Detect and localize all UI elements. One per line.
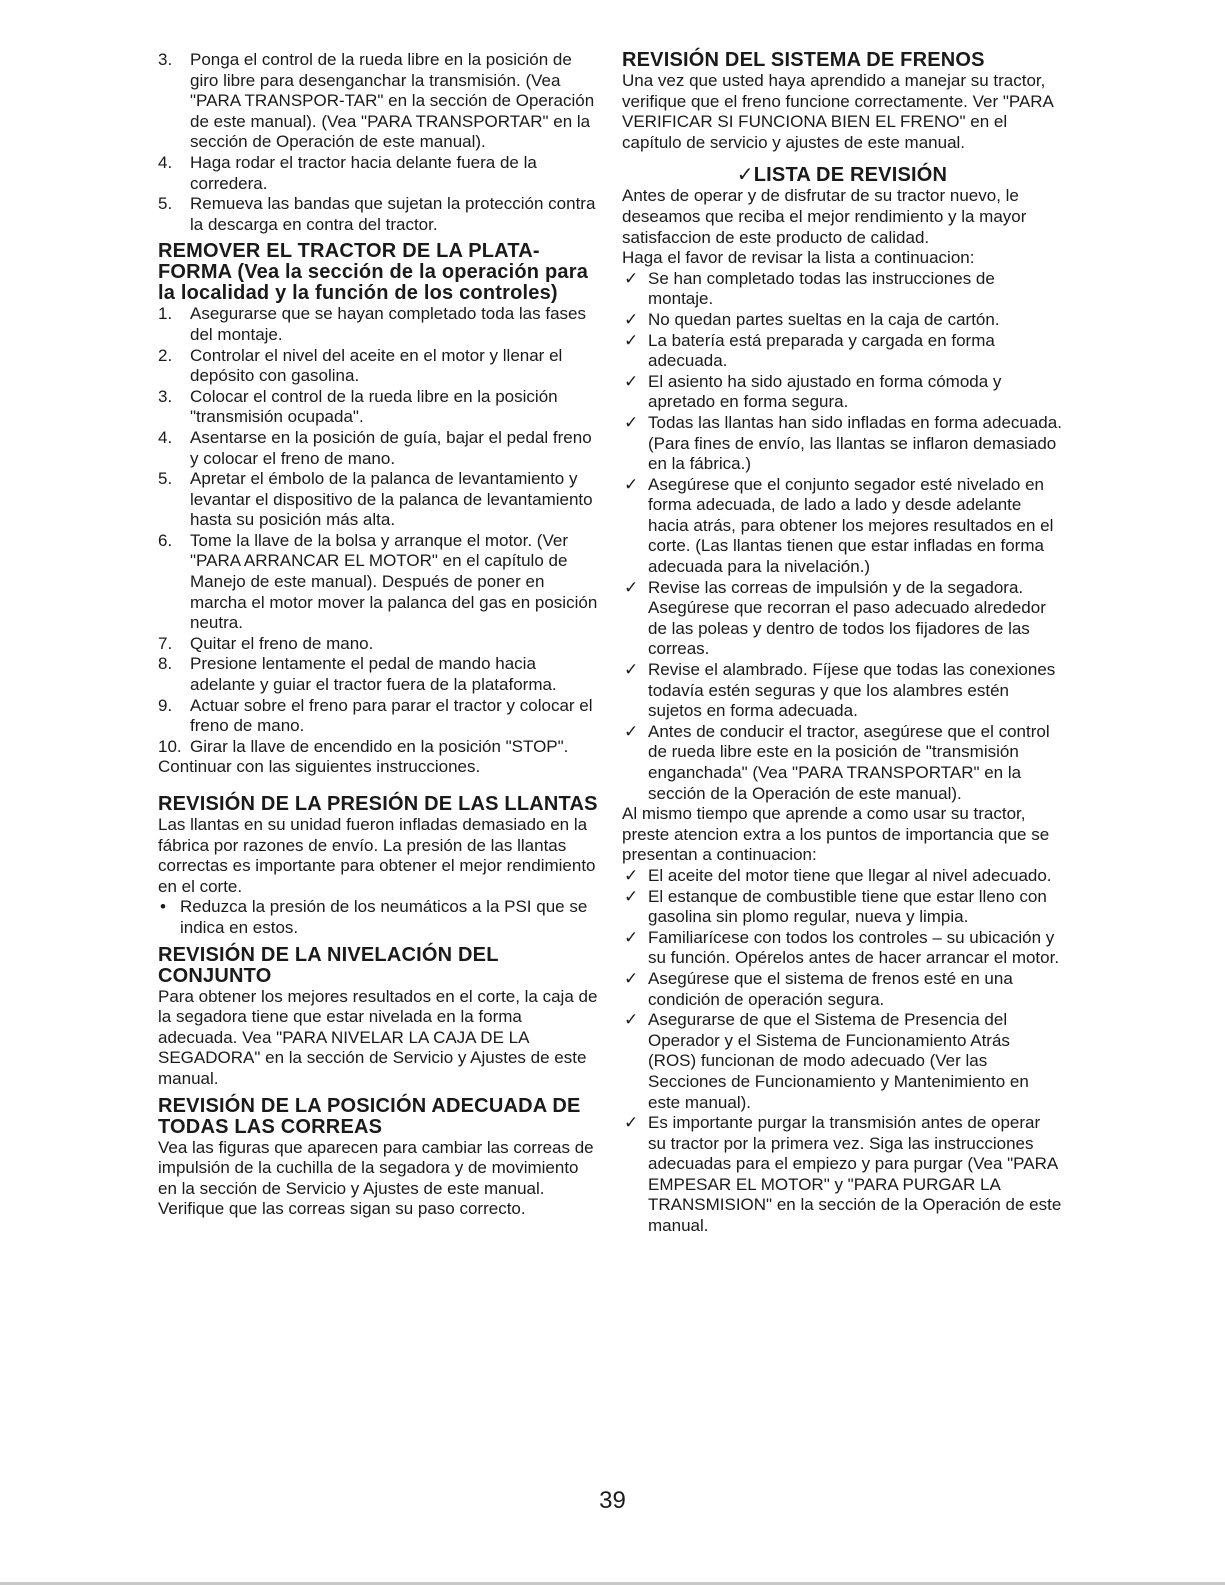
- list-item: [158, 50, 598, 153]
- check-icon: ✓: [624, 865, 639, 885]
- check-text: Revise el alambrado. Fíjese que todas las conexiones todavía estén seguras y que los alambres estén sujetos en forma adecuada.: [648, 660, 1056, 721]
- list-item: [622, 1113, 1062, 1237]
- check-text: Revise las correas de impulsión y de la segadora. Asegúrese que recorran el paso adecuado alrededor de las poleas y dentro de todos los fijadores de las correas.: [648, 577, 1046, 659]
- deck-level-heading: REVISIÓN DE LA NIVELACIÓN DEL CONJUNTO: [158, 943, 499, 987]
- list-item: [158, 531, 598, 634]
- list-item: [622, 969, 1062, 1010]
- list-item: [158, 346, 598, 387]
- left-column: [158, 50, 598, 1220]
- check-icon: ✓: [624, 968, 639, 988]
- check-text: No quedan partes sueltas en la caja de cartón.: [648, 309, 1000, 329]
- check-icon: ✓: [624, 412, 639, 432]
- check-text: Se han completado todas las instrucciones de montaje.: [648, 268, 995, 309]
- step-number: 6.: [158, 530, 173, 550]
- list-item: [622, 866, 1062, 887]
- list-item: [622, 372, 1062, 413]
- list-item: [158, 897, 598, 938]
- brakes-heading: REVISIÓN DEL SISTEMA DE FRENOS: [622, 49, 985, 71]
- list-item: [622, 578, 1062, 660]
- tire-pressure-text: Las llantas en su unidad fueron infladas demasiado en la fábrica por razones de envío. La presión de las llantas correctas es importante para obtener el mejor rendimiento en el corte.: [158, 815, 596, 896]
- check-icon: ✓: [624, 721, 639, 741]
- check-icon: ✓: [624, 330, 639, 350]
- list-item: [158, 194, 598, 235]
- step-text: Actuar sobre el freno para parar el tractor y colocar el freno de mano.: [190, 695, 593, 736]
- step-number: 4.: [158, 427, 173, 447]
- tire-pressure-heading: REVISIÓN DE LA PRESIÓN DE LAS LLANTAS: [158, 793, 598, 815]
- check-text: Asegúrese que el sistema de frenos esté en una condición de operación segura.: [648, 968, 1013, 1009]
- list-item: [158, 634, 598, 655]
- checklist-items-2: [622, 866, 1062, 1237]
- step-number: 4.: [158, 152, 173, 172]
- right-column: [622, 50, 1062, 1237]
- list-item: [622, 1010, 1062, 1113]
- list-item: [622, 331, 1062, 372]
- check-text: El estanque de combustible tiene que estar lleno con gasolina sin plomo regular, nueva y limpia.: [648, 886, 1047, 927]
- list-item: [158, 737, 598, 758]
- step-number: 5.: [158, 194, 173, 214]
- list-item: [622, 269, 1062, 310]
- list-item: [158, 428, 598, 469]
- remove-steps-list: [158, 304, 598, 757]
- step-text: Apretar el émbolo de la palanca de levantamiento y levantar el dispositivo de la palanca de levantamiento hasta su posición más alta.: [190, 469, 593, 530]
- continue-note: Continuar con las siguientes instrucciones.: [158, 757, 481, 777]
- list-item: [622, 310, 1062, 331]
- step-text: Asegurarse que se hayan completado toda las fases del montaje.: [190, 304, 586, 344]
- check-icon: ✓: [624, 927, 639, 947]
- step-text: Asentarse en la posición de guía, bajar el pedal freno y colocar el freno de mano.: [190, 427, 592, 468]
- checklist-items: [622, 269, 1062, 804]
- step-number: 7.: [158, 633, 173, 653]
- deck-level-text: Para obtener los mejores resultados en el corte, la caja de la segadora tiene que estar nivelada en la forma adecuada. Vea "PARA NIVELAR LA CAJA DE LA SEGADORA" en la sección de Servicio y Ajustes de este manual.: [158, 986, 598, 1088]
- step-text: Haga rodar el tractor hacia delante fuera de la corredera.: [190, 152, 537, 193]
- checklist-lead: Haga el favor de revisar la lista a continuacion:: [622, 248, 975, 268]
- check-text: Familiarícese con todos los controles – su ubicación y su función. Opérelos antes de hacer arrancar el motor.: [648, 927, 1060, 968]
- check-text: Todas las llantas han sido infladas en forma adecuada. (Para fines de envío, las llantas se inflaron demasiado en la fábrica.): [648, 412, 1062, 474]
- list-item: [158, 387, 598, 428]
- step-text: Controlar el nivel del aceite en el motor y llenar el depósito con gasolina.: [190, 345, 563, 386]
- step-text: Quitar el freno de mano.: [190, 633, 374, 653]
- list-item: [158, 469, 598, 531]
- check-text: El asiento ha sido ajustado en forma cómoda y apretado en forma segura.: [648, 371, 1002, 412]
- bullet-icon: •: [160, 897, 166, 917]
- check-icon: ✓: [624, 309, 639, 329]
- list-item: [158, 654, 598, 695]
- check-icon: ✓: [624, 577, 639, 597]
- step-text: Presione lentamente el pedal de mando hacia adelante y guiar el tractor fuera de la plataforma.: [190, 654, 557, 695]
- check-text: Asegúrese que el conjunto segador esté nivelado en forma adecuada, de lado a lado y desde adelante hacia atrás, para obtener los mejores resultados en el corte. (Las llantas tienen que estar infladas en forma adecuada para la nivelación.): [648, 474, 1054, 577]
- check-icon: ✓: [624, 268, 639, 288]
- step-number: 8.: [158, 654, 173, 674]
- belts-heading: REVISIÓN DE LA POSICIÓN ADECUADA DE TODAS LAS CORREAS: [158, 1094, 581, 1138]
- step-text: Tome la llave de la bolsa y arranque el motor. (Ver "PARA ARRANCAR EL MOTOR" en el capítulo de Manejo de este manual). Después de poner en marcha el motor mover la palanca del gas en posición neutra.: [190, 530, 598, 633]
- page-number: 39: [599, 1487, 626, 1514]
- check-icon: ✓: [624, 660, 639, 680]
- list-item: [622, 660, 1062, 722]
- step-text: Girar la llave de encendido en la posición "STOP".: [190, 736, 569, 756]
- step-number: 3.: [158, 386, 173, 406]
- check-text: La batería está preparada y cargada en forma adecuada.: [648, 330, 995, 371]
- step-number: 2.: [158, 345, 173, 365]
- check-icon: ✓: [624, 1113, 639, 1133]
- step-number: 1.: [158, 304, 173, 324]
- bullet-text: Reduzca la presión de los neumáticos a la PSI que se indica en estos.: [180, 897, 588, 937]
- list-item: [622, 722, 1062, 804]
- check-text: Asegurarse de que el Sistema de Presencia del Operador y el Sistema de Funcionamiento Atrás (ROS) funcionan de modo adecuado (Ver las Secciones de Funcionamiento y Mantenimiento en este manual).: [648, 1010, 1029, 1112]
- tire-bullet-list: [158, 897, 598, 938]
- list-item: [622, 475, 1062, 578]
- check-text: Es importante purgar la transmisión antes de operar su tractor por la primera vez. Siga las instrucciones adecuadas para el empiezo y para purgar (Vea "PARA EMPESAR EL MOTOR" y "PARA PURGAR LA TRANSMISION" en la sección de la Operación de este manual.: [648, 1113, 1062, 1236]
- step-text: Colocar el control de la rueda libre en la posición "transmisión ocupada".: [190, 386, 558, 427]
- check-icon: ✓: [624, 474, 639, 494]
- step-number: 9.: [158, 695, 173, 715]
- step-number: 5.: [158, 469, 173, 489]
- step-number: 10.: [158, 736, 182, 756]
- check-icon: ✓: [624, 886, 639, 906]
- checklist-mid-text: Al mismo tiempo que aprende a como usar su tractor, preste atencion extra a los puntos de importancia que se presentan a continuacion:: [622, 804, 1050, 865]
- check-icon: ✓: [624, 371, 639, 391]
- list-item: [622, 887, 1062, 928]
- intro-steps-list: [158, 50, 598, 235]
- check-text: Antes de conducir el tractor, asegúrese que el control de rueda libre este en la posición de "transmisión enganchada" (Vea "PARA TRANSPORTAR" en la sección de la Operación de este manual).: [648, 721, 1050, 803]
- list-item: [158, 304, 598, 345]
- list-item: [158, 696, 598, 737]
- step-number: 3.: [158, 50, 173, 69]
- brakes-text: Una vez que usted haya aprendido a manejar su tractor, verifique que el freno funcione correctamente. Ver "PARA VERIFICAR SI FUNCIONA BIEN EL FRENO" en el capítulo de servicio y ajustes de este manual.: [622, 71, 1053, 152]
- list-item: [158, 153, 598, 194]
- belts-text: Vea las figuras que aparecen para cambiar las correas de impulsión de la cuchilla de la segadora y de movimiento en la sección de Servicio y Ajustes de este manual. Verifique que las correas sigan su paso correcto.: [158, 1137, 594, 1219]
- checklist-intro: Antes de operar y de disfrutar de su tractor nuevo, le deseamos que reciba el mejor rendimiento y la mayor satisfaccion de este producto de calidad.: [622, 186, 1027, 247]
- check-text: El aceite del motor tiene que llegar al nivel adecuado.: [648, 865, 1052, 885]
- check-icon: ✓: [624, 1010, 639, 1030]
- list-item: [622, 413, 1062, 475]
- step-text: Ponga el control de la rueda libre en la posición de giro libre para desenganchar la transmisión. (Vea "PARA TRANSPOR-TAR" en la sección de Operación de este manual). (Vea "PARA TRANSPORTAR" en la sección de Operación de este manual).: [190, 50, 595, 152]
- step-text: Remueva las bandas que sujetan la protección contra la descarga en contra del tractor.: [190, 194, 596, 234]
- remove-tractor-heading: REMOVER EL TRACTOR DE LA PLATA-FORMA (Vea la sección de la operación para la localidad y la función de los controles): [158, 240, 589, 305]
- list-item: [622, 928, 1062, 969]
- checklist-heading: ✓LISTA DE REVISIÓN: [736, 164, 948, 187]
